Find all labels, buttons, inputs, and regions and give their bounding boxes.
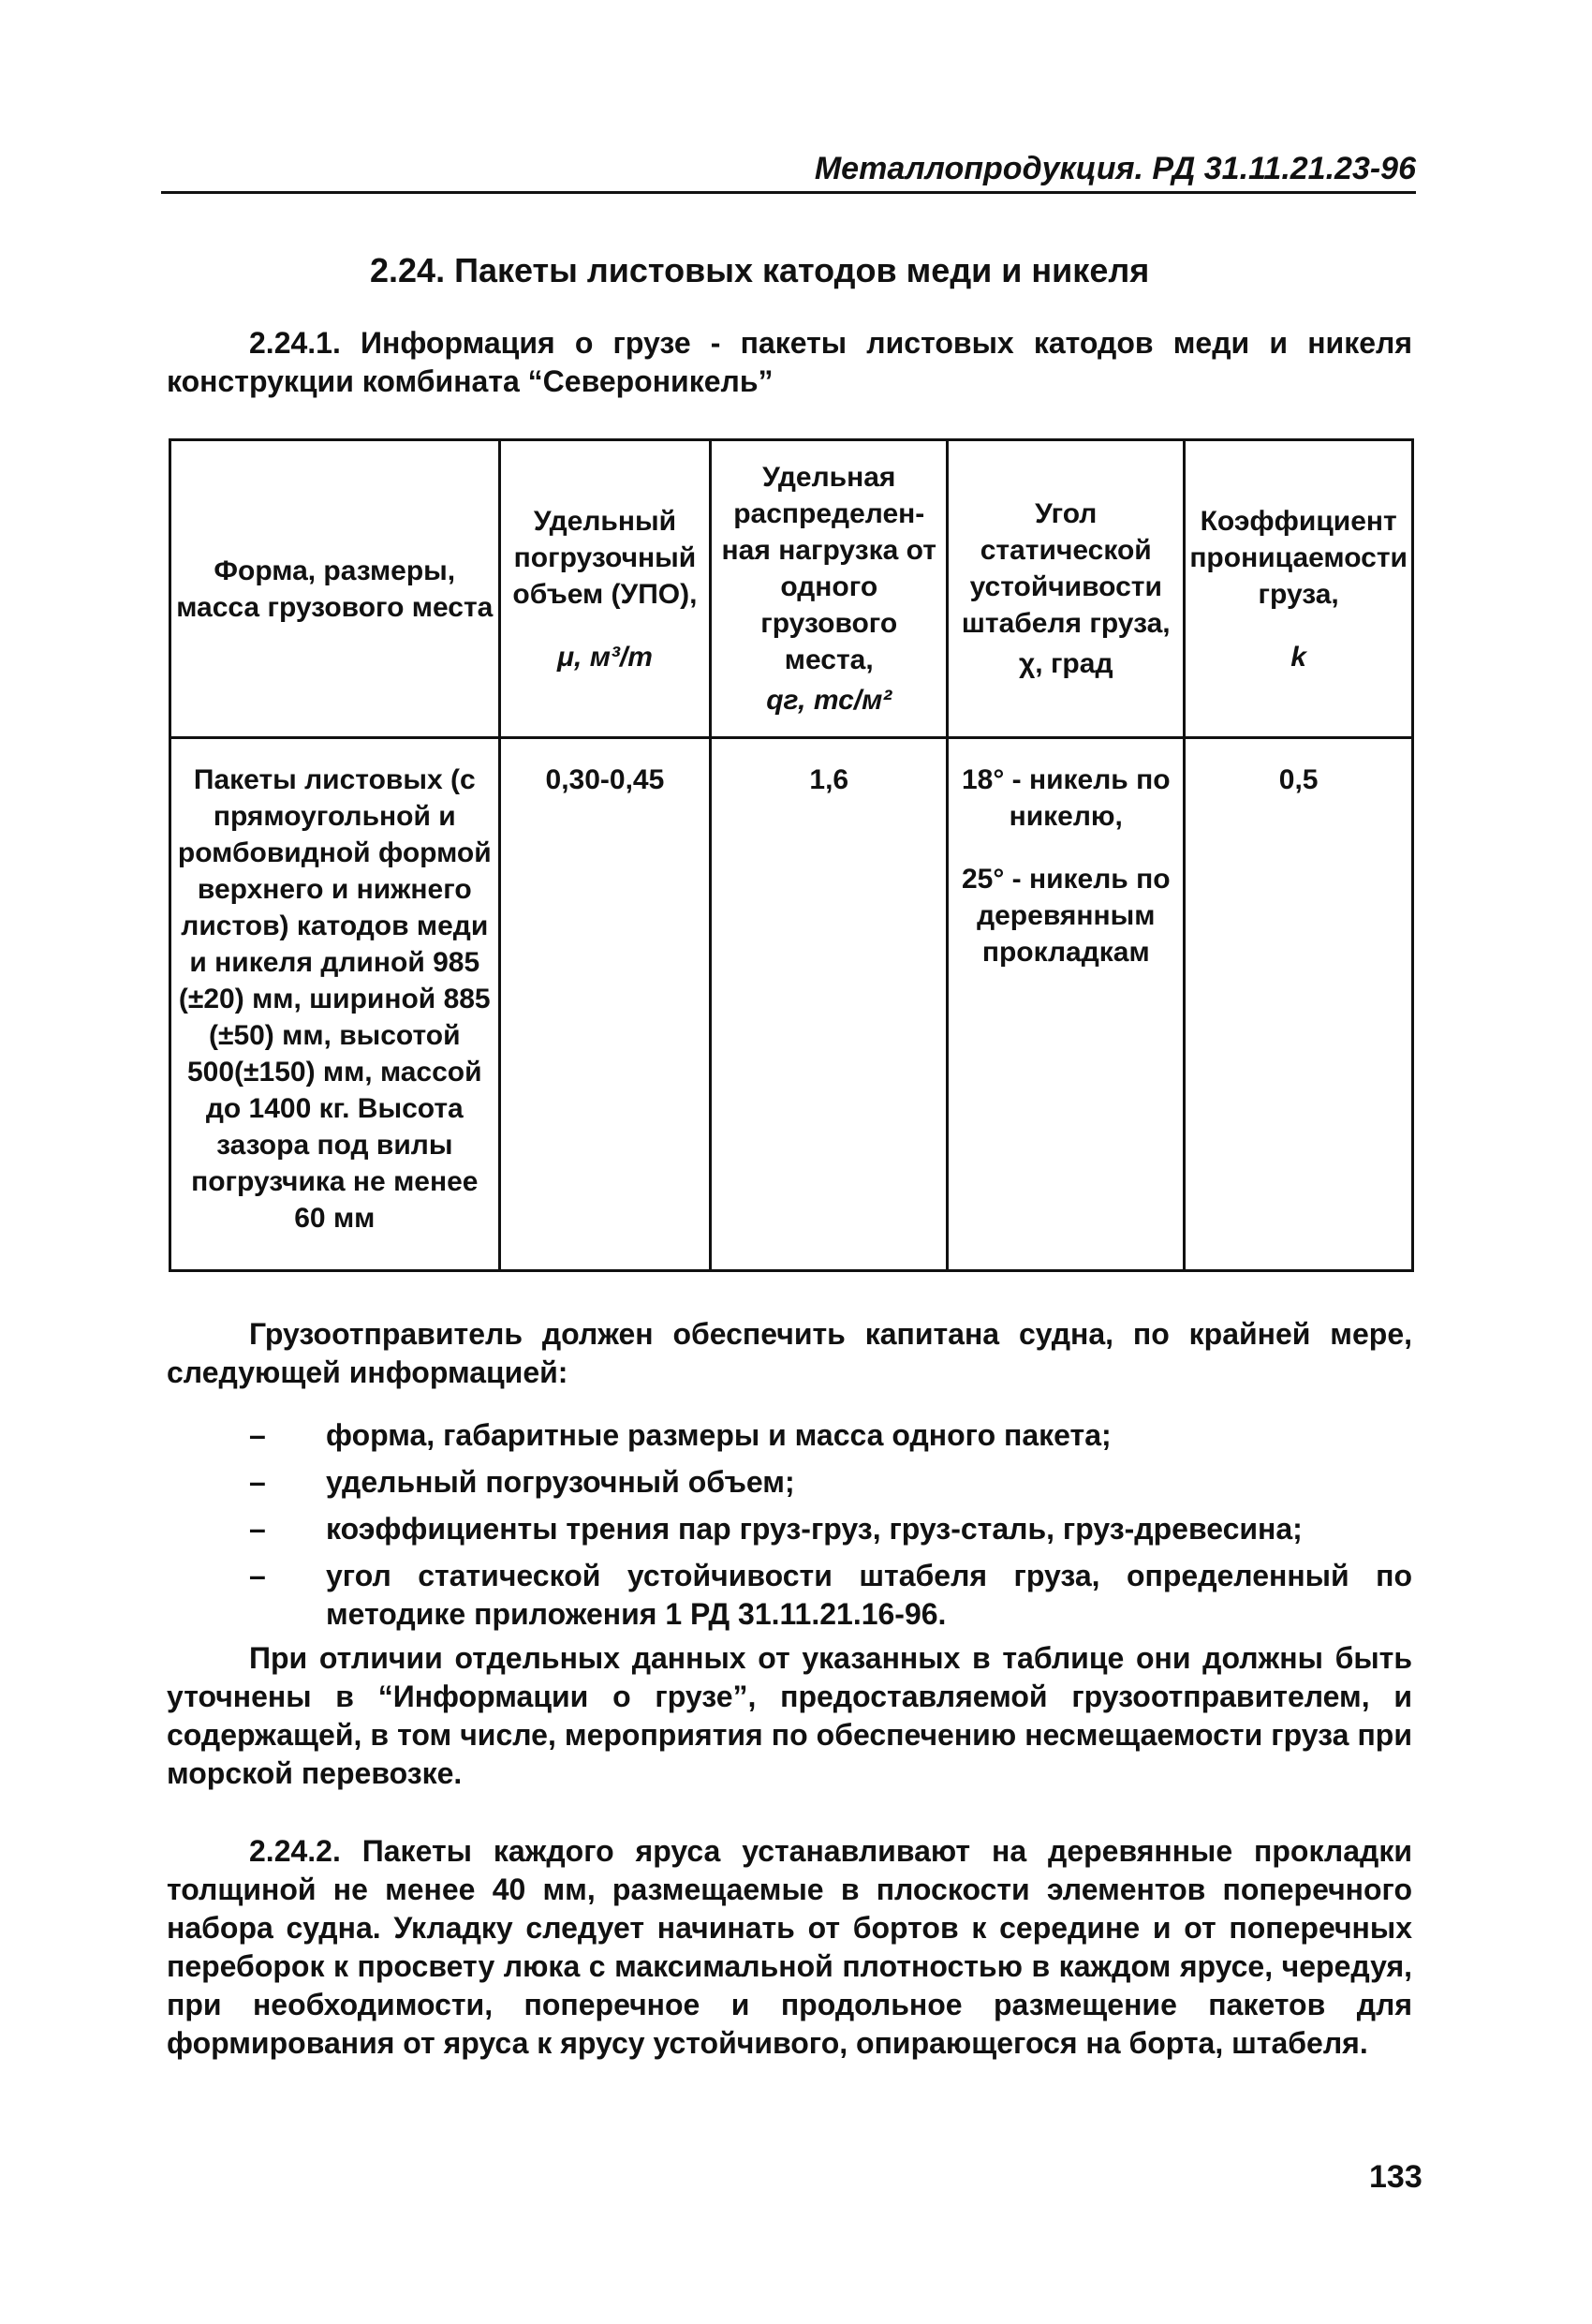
cargo-info-table xyxy=(169,438,1414,1272)
list-item xyxy=(167,1557,1412,1634)
difference-text: При отличии отдельных данных от указанных в таблице они должны быть уточнены в “Информации о грузе”, предоставляемой грузоотправителем, и содержащей, в том числе, мероприятия по обеспечению несмещаемости груза при морской перевозке. xyxy=(167,1641,1412,1790)
list-dash: – xyxy=(249,1465,266,1499)
section-2242-text: 2.24.2. Пакеты каждого яруса устанавливают на деревянные прокладки толщиной не менее 40 мм, размещаемые в плоскости элементов поперечного набора судна. Укладку следует начинать от бортов к середине и от поперечных переборок к просвету люка с максимальной плотностью в каждом ярусе, чередуя, при необходимости, поперечное и продольное размещение пакетов для формирования от яруса к ярусу устойчивого, опирающегося на борта, штабеля. xyxy=(167,1834,1412,2060)
cell-description: Пакеты листовых (с прямоугольной и ромбовидной формой верхнего и нижнего листов) катодов меди и никеля длиной 985 (±20) мм, шириной 885 (±50) мм, высотой 500(±150) мм, массой до 1400 кг. Высота зазора под вилы погрузчика не менее 60 мм xyxy=(170,738,500,1271)
list-item xyxy=(167,1416,1412,1455)
header-permeability-text: Коэффициент проницаемости груза, xyxy=(1189,505,1408,610)
list-item xyxy=(167,1510,1412,1548)
difference-paragraph xyxy=(167,1639,1412,1793)
list-item xyxy=(167,1463,1412,1502)
cell-angle-nickel: 18° - никель по никелю, xyxy=(961,764,1171,832)
list-item-text: форма, габаритные размеры и масса одного пакета; xyxy=(326,1418,1112,1452)
list-dash: – xyxy=(249,1512,266,1546)
header-load-unit: qг, тс/м² xyxy=(766,685,892,716)
cell-load: 1,6 xyxy=(711,738,948,1271)
header-angle xyxy=(948,440,1185,738)
header-angle-text: Угол статической устойчивости штабеля груза, xyxy=(961,498,1171,639)
section-2242-paragraph xyxy=(167,1832,1412,2063)
shipper-paragraph xyxy=(167,1315,1412,1392)
list-item-text: удельный погрузочный объем; xyxy=(326,1465,795,1499)
list-item-text: коэффициенты трения пар груз-груз, груз-сталь, груз-древесина; xyxy=(326,1512,1303,1546)
cell-angle xyxy=(948,738,1185,1271)
section-title: 2.24. Пакеты листовых катодов меди и никеля xyxy=(370,251,1150,289)
header-permeability-unit: k xyxy=(1290,641,1306,673)
header-upo-text: Удельный погрузочный объем (УПО), xyxy=(512,505,698,610)
cell-upo: 0,30-0,45 xyxy=(499,738,711,1271)
header-load xyxy=(711,440,948,738)
list-dash: – xyxy=(249,1418,266,1452)
table-header-row xyxy=(170,440,1413,738)
intro-paragraph xyxy=(167,324,1412,401)
header-upo-unit: μ, м³/т xyxy=(556,641,653,673)
intro-text: 2.24.1. Информация о грузе - пакеты листовых катодов меди и никеля конструкции комбината “Североникель” xyxy=(167,326,1412,398)
header-form xyxy=(170,440,500,738)
cell-permeability: 0,5 xyxy=(1185,738,1413,1271)
header-angle-unit: χ, град xyxy=(1019,648,1113,679)
table-row xyxy=(170,738,1413,1271)
running-header: Металлопродукция. РД 31.11.21.23-96 xyxy=(161,150,1416,194)
shipper-text: Грузоотправитель должен обеспечить капитана судна, по крайней мере, следующей информацией: xyxy=(167,1317,1412,1389)
list-item-text: угол статической устойчивости штабеля груза, определенный по методике приложения 1 РД 31.11.21.16-96. xyxy=(326,1559,1412,1631)
list-dash: – xyxy=(249,1559,266,1592)
header-load-text: Удельная распределен-ная нагрузка от одного грузового места, xyxy=(721,462,936,675)
cell-angle-wood: 25° - никель по деревянным прокладкам xyxy=(961,864,1171,968)
header-upo xyxy=(499,440,711,738)
info-list xyxy=(167,1416,1412,1642)
header-form-text: Форма, размеры, масса грузового места xyxy=(176,555,494,623)
page-number: 133 xyxy=(1369,2159,1422,2195)
header-permeability xyxy=(1185,440,1413,738)
